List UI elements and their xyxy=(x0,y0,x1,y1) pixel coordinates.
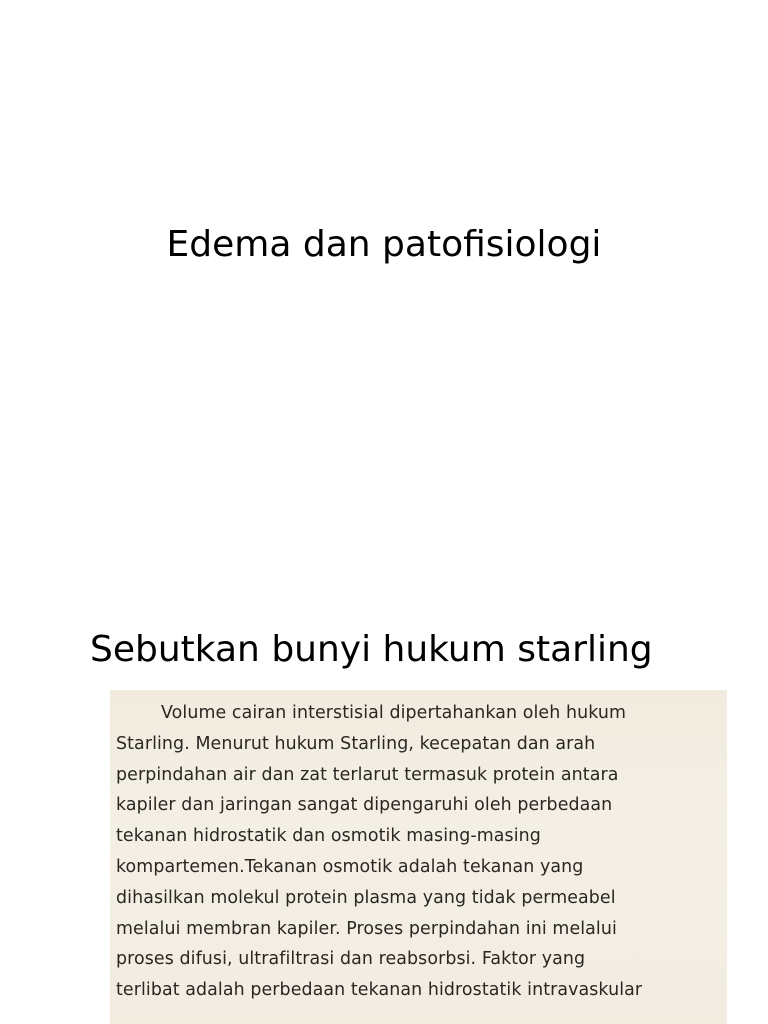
scan-line: perpindahan air dan zat terlarut termasuk protein antara xyxy=(116,764,619,785)
scan-line: dihasilkan molekul protein plasma yang tidak permeabel xyxy=(116,887,616,908)
scanned-paragraph xyxy=(116,698,727,1006)
scan-line: melalui membran kapiler. Proses perpindahan ini melalui xyxy=(116,918,617,939)
scan-line: Starling. Menurut hukum Starling, kecepatan dan arah xyxy=(116,733,596,754)
scan-line: kapiler dan jaringan sangat dipengaruhi oleh perbedaan xyxy=(116,795,613,816)
scan-line: Volume cairan interstisial dipertahankan oleh hukum xyxy=(161,703,627,723)
scan-line: terlibat adalah perbedaan tekanan hidrostatik intravaskular xyxy=(116,980,643,1001)
scan-line: proses difusi, ultrafiltrasi dan reabsorbsi. Faktor yang xyxy=(116,949,586,970)
scan-line: tekanan hidrostatik dan osmotik masing-masing xyxy=(116,826,541,847)
slide-title: Edema dan patofisiologi xyxy=(166,224,602,265)
slide-heading: Sebutkan bunyi hukum starling xyxy=(90,629,653,670)
scanned-text-image xyxy=(110,690,727,1024)
scan-line: kompartemen.Tekanan osmotik adalah tekanan yang xyxy=(116,856,584,877)
